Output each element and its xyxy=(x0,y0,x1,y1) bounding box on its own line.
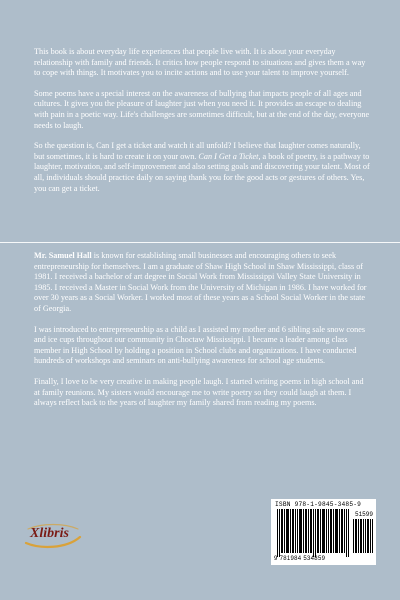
author-bio xyxy=(34,251,370,419)
author-paragraph-1 xyxy=(34,251,370,315)
price-code: 51599 xyxy=(354,511,373,518)
author-paragraph-3: Finally, I love to be very creative in making people laugh. I started writing poems in high school and at family reunions. My sisters would encourage me to write poetry so they could laugh at them. I always reflect back to the years of laughter my family shared from reading my poems. xyxy=(34,376,364,408)
description-p3-end: , a book of poetry, is a pathway to laughter, motivation, and self-improvement and also setting goals and discovering your talent. Most of all, individuals should practice daily on saying thank you for the good acts or gestures of others. Yes, you can get a ticket. xyxy=(34,151,370,193)
author-paragraph-2: I was introduced to entrepreneurship as a child as I assisted my mother and 6 sibling sale snow cones and ice cups throughout our community in Choctaw Mississippi. I became a leader among class member in High School by holding a position in School clubs and organizations. I have conducted hundreds of workshops and seminars on anti-bullying awareness for school age students. xyxy=(34,324,366,366)
section-divider xyxy=(0,242,400,243)
addon-barcode-bars xyxy=(353,519,373,553)
description-paragraph-2: Some poems have a special interest on the awareness of bullying that impacts people of all ages and cultures. It gives you the pleasure of laughter just when you need it. It provides an escape to dealing with pain in a poetic way. Life's challenges are sometimes difficult, but at the end of the day, everyone needs to laugh. xyxy=(34,88,370,130)
isbn-barcode xyxy=(271,499,376,565)
publisher-logo xyxy=(22,523,84,549)
author-p1-text: is known for establishing small businesses and encouraging others to seek entrepreneurship for themselves. I am a graduate of Shaw High School in Shaw Mississippi, class of 1981. I received a bachelor of art degree in Social Work from Mississippi Valley State University in 1985. I received a Master in Social Work from the University of Michigan in 1986. I have worked for over 30 years as a Social Worker. I worked most of these years as a School Social Worker in the state of Georgia. xyxy=(34,251,367,313)
isbn-text: ISBN 978-1-9845-3485-9 xyxy=(275,501,362,508)
author-name: Mr. Samuel Hall xyxy=(34,251,92,260)
ean-barcode-bars xyxy=(277,509,351,557)
description-p3-start: So the question is, Can I get a ticket and watch it all unfold? I believe that laughter comes naturally, but sometimes, it is hard to create it on your own. xyxy=(34,141,361,161)
description-paragraph-1: This book is about everyday life experiences that people live with. It is about your everyday relationship with family and friends. It critics how people respond to situations and gives them a way to cope with things. It motivates you to incite actions and to use your talent to improve yourself. xyxy=(34,47,366,78)
book-title-italic: Can I Get a Ticket xyxy=(198,151,259,161)
book-description xyxy=(34,47,370,204)
description-paragraph-3 xyxy=(34,141,370,194)
publisher-logo-text: Xlibris xyxy=(30,526,69,541)
barcode-digits: 9 781984 534859 xyxy=(274,556,326,562)
